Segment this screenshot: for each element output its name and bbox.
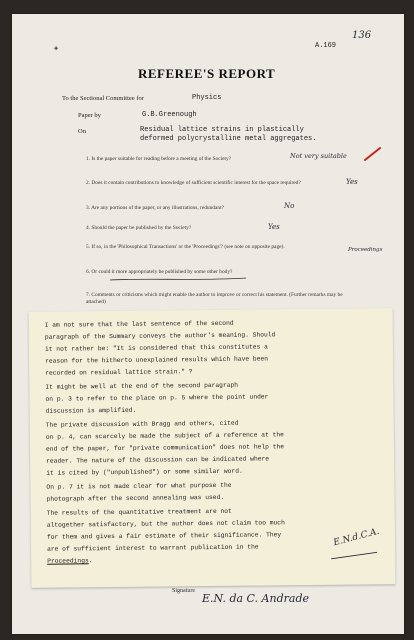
report-line: I am not sure that the last sentence of the second	[44, 319, 234, 329]
handwritten-underline	[108, 276, 248, 282]
answer-1: Not very suitable	[290, 152, 347, 160]
report-line: reason for the hitherto unexplained results which have been	[45, 355, 269, 365]
question-text: Are any portions of the paper, or any illustrations, redundant?	[91, 205, 224, 211]
report-line: for them and gives a fair estimate of their significance. They	[46, 531, 282, 541]
red-check-mark	[364, 146, 382, 162]
report-last-line	[47, 557, 92, 564]
proceedings-word: Proceedings	[47, 557, 89, 565]
report-line: On p. 7 it is not made clear for what purpose the	[46, 481, 232, 491]
question-2	[86, 180, 336, 187]
report-line: paragraph of the Summary conveys the author's meaning. Should	[44, 331, 276, 341]
report-line: altogether satisfactory, but the author does not claim too much	[46, 519, 285, 529]
report-line: The results of the quantitative treatment are not	[46, 507, 232, 517]
paper-by-value: G.B.Greenough	[142, 111, 197, 119]
report-line: on p. 4, can scarcely be made the subject of a reference at the	[45, 431, 284, 441]
report-line: on p. 3 to refer to the place on p. 5 where the point under	[45, 393, 269, 403]
question-number: 6.	[86, 269, 91, 275]
question-text: Or could it more appropriately be published by some other body?	[91, 269, 233, 275]
report-line: it not rather be: "It is considered that this constitutes a	[44, 343, 268, 353]
question-number: 1.	[86, 156, 91, 162]
margin-mark: ✚	[54, 47, 59, 52]
question-6	[86, 269, 356, 276]
question-text: Is the paper suitable for reading before a meeting of the Society?	[91, 156, 232, 162]
report-line: The private discussion with Bragg and others, cited	[45, 419, 239, 429]
referee-initials: E.N.d.C.A.	[332, 526, 381, 549]
answer-3: No	[284, 202, 295, 210]
question-7	[86, 292, 356, 306]
paper-by-label: Paper by	[78, 112, 101, 119]
page-number: 136	[352, 30, 372, 41]
answer-5: Proceedings	[348, 247, 383, 253]
last-line-period: .	[88, 557, 93, 565]
initials-underline	[329, 550, 379, 561]
question-text: Should the paper be published by the Society?	[91, 225, 192, 231]
question-5	[86, 244, 348, 251]
question-3	[86, 205, 336, 212]
question-number: 5.	[86, 244, 91, 250]
signature-label: Signature	[172, 588, 195, 594]
report-line: recorded on residual lattice strain." ?	[45, 368, 193, 377]
question-number: 7.	[86, 292, 91, 298]
question-number: 3.	[86, 205, 91, 211]
signature: E.N. da C. Andrade	[202, 592, 309, 605]
report-line: discussion is amplified.	[45, 406, 137, 415]
question-text: Comments or criticisms which might enable the author to improve or correct his statement. (Further remarks may be attached)	[86, 292, 343, 305]
report-line: end of the paper, for "private communication" does not help the	[45, 443, 285, 453]
report-line: are of sufficient interest to warrant publication in the	[47, 543, 259, 553]
question-number: 2.	[86, 180, 91, 186]
on-value-line-2: deformed polycrystalline metal aggregates.	[140, 135, 317, 143]
committee-value: Physics	[192, 94, 222, 102]
report-line: it is cited by ("unpublished") or some similar word.	[46, 467, 243, 477]
report-title: REFEREE'S REPORT	[138, 66, 276, 81]
answer-2: Yes	[346, 178, 358, 186]
question-text: Does it contain contributions to knowledge of sufficient scientific interest for the space required?	[91, 180, 301, 186]
question-text: If so, in the 'Philosophical Transactions' or the 'Proceedings'? (see note on opposite page).	[91, 244, 285, 250]
on-label: On	[78, 128, 86, 135]
report-line: reader. The nature of the discussion can be indicated where	[46, 455, 270, 465]
reference-code: A.169	[315, 42, 337, 50]
question-4	[86, 225, 336, 232]
committee-label: To the Sectional Committee for	[62, 95, 144, 102]
answer-4: Yes	[268, 223, 280, 231]
attached-typed-report	[29, 308, 396, 588]
on-value-line-1: Residual lattice strains in plastically	[140, 126, 304, 134]
question-number: 4.	[86, 225, 91, 231]
report-line: It might be well at the end of the second paragraph	[45, 381, 239, 391]
report-line: photograph after the second annealing was used.	[46, 493, 225, 503]
